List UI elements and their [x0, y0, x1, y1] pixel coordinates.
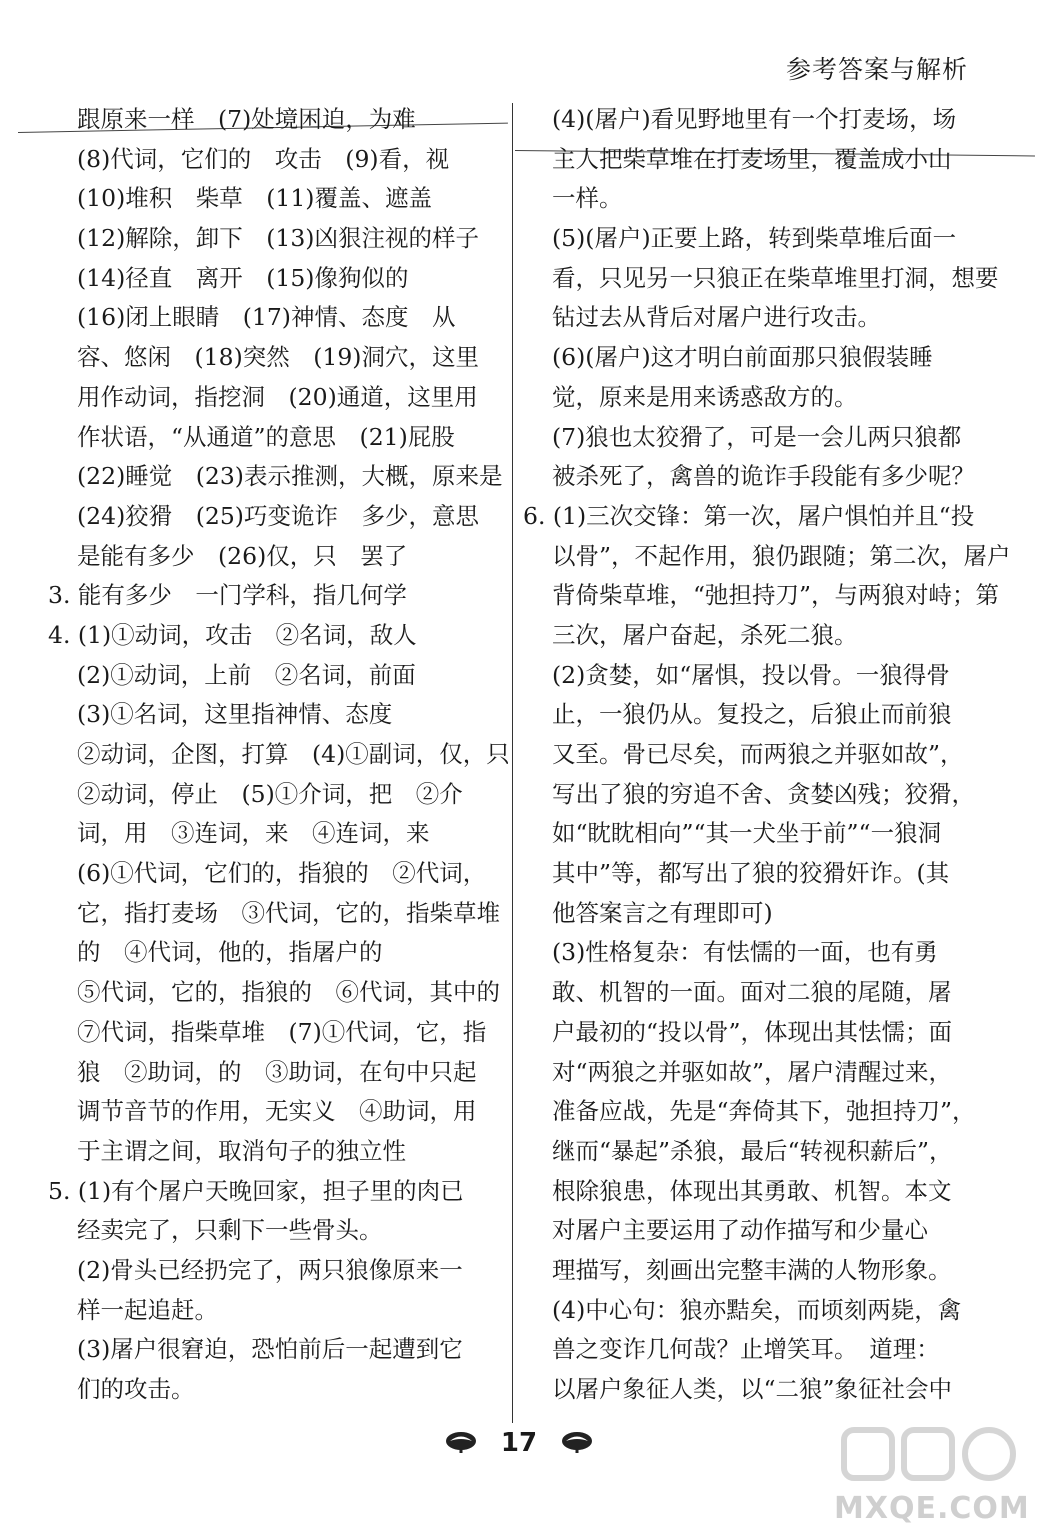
answer-line: (6)(屠户)这才明白前面那只狼假装睡 [552, 343, 933, 372]
answer-line: ②动词，企图，打算 (4)①副词，仅，只 [77, 740, 510, 768]
answer-line: 用作动词，指挖洞 (20)通道，这里用 [77, 382, 478, 411]
answer-line: (4)中心句：狼亦黠矣，而顷刻两毙，禽 [552, 1295, 962, 1324]
answer-line: (5)(屠户)正要上路，转到柴草堆后面一 [552, 224, 957, 253]
answer-line: 6. (1)三次交锋：第一次，屠户惧怕并且“投 [523, 501, 975, 530]
answer-line: 又至。骨已尽矣，而两狼之并驱如故”， [552, 740, 964, 768]
answer-line: 是能有多少 (26)仅，只 罢了 [77, 541, 408, 570]
answer-line: 兽之变诈几何哉？止增笑耳。 道理： [552, 1335, 940, 1364]
answer-line: (16)闭上眼睛 (17)神情、态度 从 [77, 303, 456, 332]
answer-line: 钻过去从背后对屠户进行攻击。 [552, 303, 881, 332]
answer-line: ⑤代词，它的，指狼的 ⑥代词，其中的 [77, 978, 500, 1007]
leaf-ornament-icon [444, 1430, 478, 1454]
answer-line: 于主谓之间，取消句子的独立性 [77, 1136, 406, 1165]
answer-line: 狼 ②助词，的 ③助词，在句中只起 [77, 1057, 477, 1086]
answer-line: 3. 能有多少 一门学科，指几何学 [48, 581, 407, 610]
answer-line: 他答案言之有理即可) [552, 898, 773, 927]
answer-line: (4)(屠户)看见野地里有一个打麦场，场 [552, 105, 957, 133]
answer-line: 5. (1)有个屠户天晚回家，担子里的肉已 [48, 1176, 464, 1205]
answer-line: 继而“暴起”杀狼，最后“转视积薪后”， [552, 1136, 953, 1165]
answer-line: 背倚柴草堆，“弛担持刀”，与两狼对峙；第 [552, 581, 1000, 610]
answer-line: 如“眈眈相向”“其一犬坐于前”“一狼洞 [552, 819, 942, 848]
watermark-url: MXQE.COM [834, 1491, 1030, 1526]
answer-line: 对“两狼之并驱如故”，屠户清醒过来， [552, 1057, 953, 1086]
answer-line: (7)狼也太狡猾了，可是一会儿两只狼都 [552, 422, 962, 451]
answer-line: (22)睡觉 (23)表示推测，大概，原来是 [77, 462, 503, 491]
answer-line: (8)代词，它们的 攻击 (9)看，视 [77, 144, 450, 173]
answer-line: (2)贪婪，如“屠惧，投以骨。一狼得骨 [552, 660, 950, 689]
answer-line: 止，一狼仍从。复投之，后狼止而前狼 [552, 700, 952, 729]
answer-line: 主人把柴草堆在打麦场里，覆盖成小山 [552, 144, 952, 173]
answer-line: ⑦代词，指柴草堆 (7)①代词，它，指 [77, 1017, 487, 1046]
answer-line: ②动词，停止 (5)①介词，把 ②介 [77, 779, 463, 808]
answer-line: 一样。 [552, 184, 623, 213]
answer-line: 们的攻击。 [77, 1375, 195, 1403]
watermark-logo-icon [834, 1426, 1024, 1488]
answer-line: (2)骨头已经扔完了，两只狼像原来一 [77, 1255, 463, 1284]
answer-line: 词，用 ③连词，来 ④连词，来 [77, 819, 430, 848]
answer-line: (10)堆积 柴草 (11)覆盖、遮盖 [77, 184, 432, 213]
column-divider [512, 103, 513, 1423]
answer-line: 看，只见另一只狼正在柴草堆里打洞，想要 [552, 263, 999, 292]
answer-line: 以屠户象征人类，以“二狼”象征社会中 [552, 1375, 953, 1403]
answer-line: (14)径直 离开 (15)像狗似的 [77, 263, 409, 292]
answer-line: 其中”等，都写出了狼的狡猾奸诈。(其 [552, 859, 950, 888]
answer-line: 被杀死了，禽兽的诡诈手段能有多少呢？ [552, 462, 975, 491]
answer-line: (3)性格复杂：有怯懦的一面，也有勇 [552, 938, 938, 967]
answer-line: 样一起追赶。 [77, 1295, 218, 1324]
answer-line: 三次，屠户奋起，杀死二狼。 [552, 620, 858, 649]
answer-line: 对屠户主要运用了动作描写和少量心 [552, 1216, 928, 1245]
answer-line: (2)①动词，上前 ②名词，前面 [77, 660, 416, 689]
answer-line: 以骨”，不起作用，狼仍跟随；第二次，屠户 [552, 541, 1011, 570]
answer-line: 的 ④代词，他的，指屠户的 [77, 938, 383, 967]
answer-line: 敢、机智的一面。面对二狼的尾随，屠 [552, 978, 952, 1007]
answer-line: 容、悠闲 (18)突然 (19)洞穴，这里 [77, 343, 479, 372]
answer-line: 调节音节的作用，无实义 ④助词，用 [77, 1097, 477, 1126]
answer-line: 它，指打麦场 ③代词，它的，指柴草堆 [77, 898, 500, 927]
answer-line: 4. (1)①动词，攻击 ②名词，敌人 [48, 620, 417, 649]
answer-line: 写出了狼的穷追不舍、贪婪凶残；狡猾， [552, 779, 975, 808]
answer-line: 准备应战，先是“奔倚其下，弛担持刀”， [552, 1097, 976, 1126]
answer-line: 经卖完了，只剩下一些骨头。 [77, 1216, 383, 1245]
left-column [48, 100, 510, 1410]
answer-line: (12)解除，卸下 (13)凶狠注视的样子 [77, 224, 479, 253]
page-number: 17 [500, 1428, 538, 1458]
page-header-title: 参考答案与解析 [785, 55, 968, 84]
answer-line: 跟原来一样 (7)处境困迫，为难 [77, 105, 416, 133]
answer-line: (3)屠户很窘迫，恐怕前后一起遭到它 [77, 1335, 463, 1364]
leaf-ornament-icon [560, 1430, 594, 1454]
right-column [523, 100, 1011, 1410]
answer-line: 理描写，刻画出完整丰满的人物形象。 [552, 1255, 952, 1284]
watermark-logo [834, 1426, 1030, 1526]
answer-line: 户最初的“投以骨”，体现出其怯懦；面 [552, 1017, 953, 1046]
answer-line: 作状语，“从通道”的意思 (21)屁股 [77, 422, 455, 451]
answer-line: (3)①名词，这里指神情、态度 [77, 700, 393, 729]
answer-line: (24)狡猾 (25)巧变诡诈 多少，意思 [77, 501, 479, 530]
answer-line: 觉，原来是用来诱惑敌方的。 [552, 382, 858, 411]
answer-line: (6)①代词，它们的，指狼的 ②代词， [77, 859, 487, 888]
answer-line: 根除狼患，体现出其勇敢、机智。本文 [552, 1176, 952, 1205]
